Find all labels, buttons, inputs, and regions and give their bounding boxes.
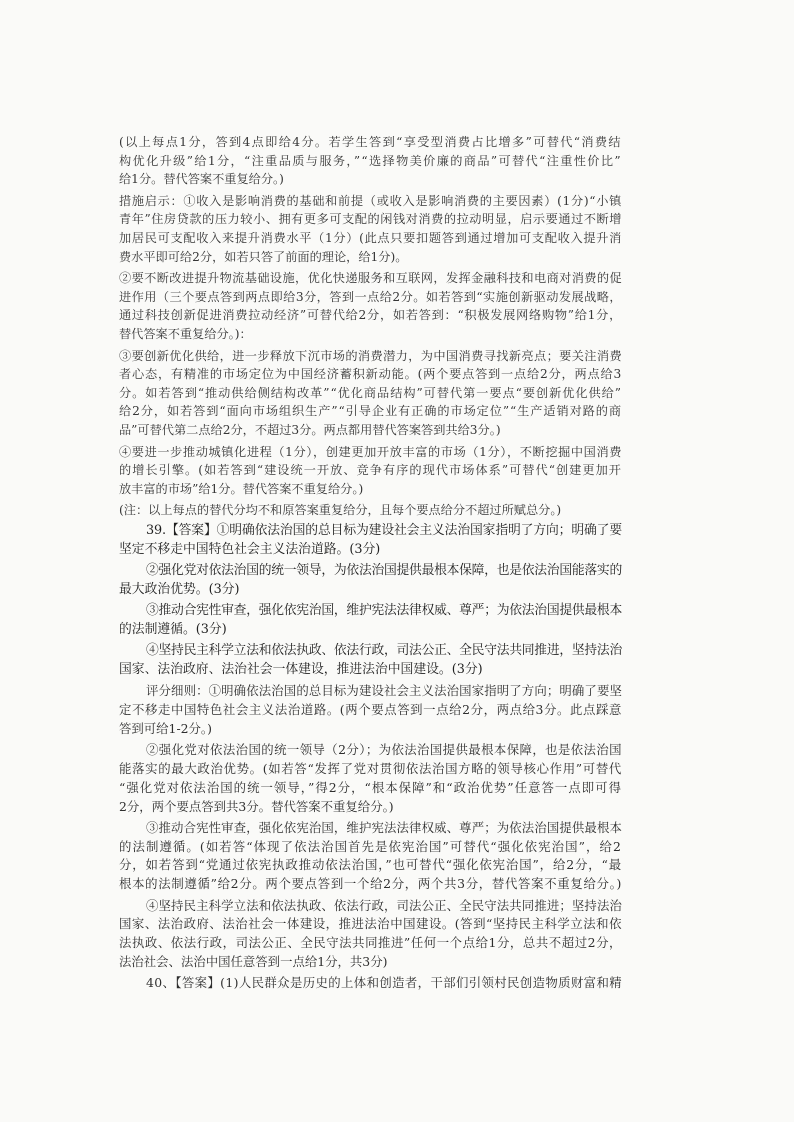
text-line [119, 325, 622, 344]
text-line [119, 421, 622, 440]
text-line [119, 192, 622, 211]
text-line-content: ②强化党对依法治国的统一领导（2分）；为依法治国提供最根本保障，也是依法治国 [146, 742, 622, 758]
text-line-content: 品”可替代第二点给2分，不超过3分。两点都用替代答案答到共给3分。) [119, 422, 501, 437]
text-line-content: “强化党对依法治国的统一领导，”得2分，“根本保障”和“政治优势”任意答一点即可得 [119, 779, 622, 795]
text-line-content: 定不移走中国特色社会主义法治道路。(两个要点答到一点给2分，两点给3分。此点踩意 [119, 702, 622, 718]
q39-scoring-item-4 [119, 897, 622, 972]
text-line [119, 541, 622, 560]
text-line [119, 402, 622, 421]
text-line [119, 133, 622, 152]
text-line-content: 通过科技创新促进消费拉动经济”可替代给2分，如若答到：“积极发展网络购物”给1分， [119, 308, 623, 323]
text-line [146, 642, 622, 661]
text-line [146, 974, 622, 993]
text-line-content: 者心态，有精准的市场定位为中国经济蓄积新动能。(两个要点答到一点给2分，两点给3 [119, 367, 622, 382]
text-line [119, 501, 622, 520]
text-line [119, 288, 622, 307]
text-line-content: ③推动合宪性审查，强化依宪治国，维护宪法法律权威、尊严；为依法治国提供最根本 [146, 603, 622, 619]
text-line [119, 347, 622, 366]
text-line [119, 170, 622, 189]
q39-answer-item-3 [119, 602, 622, 640]
text-line-content: 给2分，如若答到“面向市场组织生产”“引导企业有正确的市场定位”“生产适销对路的商 [119, 404, 622, 419]
text-line-content: 分，如若答到“党通过依宪执政推动依法治国，”也可替代“强化依宪治国”，给2分，“最 [119, 857, 622, 873]
text-line [119, 461, 622, 480]
text-line [119, 856, 622, 875]
text-line-content: ②要不断改进提升物流基础设施，优化快递服务和互联网，发挥金融科技和电商对消费的促 [119, 271, 623, 286]
text-line [119, 384, 622, 403]
q40-answer [119, 974, 622, 993]
q38-measure-1 [119, 192, 622, 266]
text-line-content: 加居民可支配收入来提升消费水平（1分）(此点只要扣题答到通过增加可支配收入提升消 [119, 230, 622, 245]
text-line-content: 构优化升级”给1分，“注重品质与服务，”“选择物美价廉的商品”可替代“注重性价比” [119, 153, 622, 168]
text-line-content: 给1分。替代答案不重复给分。) [119, 172, 284, 187]
text-line [146, 897, 622, 916]
text-line [119, 838, 622, 857]
text-line [119, 661, 622, 680]
text-line [119, 798, 622, 817]
text-line-content: 能落实的最大政治优势。(如若答“发挥了党对贯彻依法治国方略的领导核心作用”可替代 [119, 760, 622, 776]
text-line [119, 443, 622, 462]
text-line-content: 的法制遵循。(3分) [119, 621, 227, 637]
text-line-content: (以上每点1分，答到4点即给4分。若学生答到“享受型消费占比增多”可替代“消费结 [119, 135, 622, 149]
text-line-content: 2分，两个要点答到共3分。替代答案不重复给分。) [119, 798, 394, 814]
q38-note-bottom [119, 501, 622, 520]
text-line-content: 答到可给1-2分。) [119, 720, 212, 736]
text-line-content: 法执政、依法行政，司法公正、全民守法共同推进”任何一个点给1分，总共不超过2分， [119, 935, 622, 951]
text-line [146, 562, 622, 581]
q39-answer-item-1 [119, 522, 622, 560]
q38-scoring-section [119, 133, 622, 520]
text-line [119, 229, 622, 248]
q39-scoring-item-1 [119, 682, 622, 738]
text-line-content: ②强化党对依法治国的统一领导，为依法治国提供最根本保障，也是依法治国能落实的 [146, 562, 622, 578]
text-line-content: 法治社会、法治中国任意答到一点给1分，共3分) [119, 953, 388, 969]
text-line-content: 国家、法治政府、法治社会一体建设，推进法治中国建设。(答到“坚持民主科学立法和依 [119, 916, 623, 932]
text-line-content: 的法制遵循。(如若答“体现了依法治国首先是依宪治国”可替代“强化依宪治国”，给2 [119, 838, 622, 854]
text-line-content: (注：以上每点的替代分均不和原答案重复给分，且每个要点给分不超过所赋总分。) [119, 503, 562, 518]
text-line-content: ④坚持民主科学立法和依法执政、依法行政，司法公正、全民守法共同推进，坚持法治 [146, 643, 622, 659]
q39-scoring-item-3 [119, 819, 622, 894]
q38-measure-2 [119, 269, 622, 343]
q39-answer-item-2 [119, 562, 622, 600]
text-line [146, 682, 622, 701]
text-line-content: 40、【答案】(1)人民群众是历史的上体和创造者，干部们引领村民创造物质财富和精 [146, 975, 622, 991]
q38-measure-4 [119, 443, 622, 499]
text-line-content: 39.【答案】①明确依法治国的总目标为建设社会主义法治国家指明了方向；明确了要 [146, 522, 623, 538]
text-line [119, 934, 622, 953]
text-line [119, 875, 622, 894]
text-line-content: ④坚持民主科学立法和依法执政、依法行政，司法公正、全民守法共同推进；坚持法治 [146, 897, 623, 913]
text-line [119, 621, 622, 640]
text-line-content: 青年”住房贷款的压力较小、拥有更多可支配的闲钱对消费的拉动明显，启示要通过不断增 [119, 212, 622, 227]
text-line [119, 915, 622, 934]
text-line-content: 费水平即可给2分，如若只答了前面的理论，给1分)。 [119, 249, 408, 264]
text-line [119, 210, 622, 229]
text-line [119, 248, 622, 267]
text-line [119, 701, 622, 720]
q39-section [119, 522, 622, 993]
q39-scoring-item-2 [119, 741, 622, 816]
text-line [119, 760, 622, 779]
text-line-content: 放丰富的市场”给1分。替代答案不重复给分。) [119, 481, 364, 496]
text-line-content: 评分细则：①明确依法治国的总目标为建设社会主义法治国家指明了方向；明确了要坚 [146, 683, 623, 699]
text-line [119, 480, 622, 499]
text-line [119, 269, 622, 288]
text-line [119, 953, 622, 972]
text-line [119, 365, 622, 384]
text-line [146, 602, 622, 621]
text-line-content: 替代答案不重复给分。)： [119, 326, 252, 341]
text-line-content: ③要创新优化供给，进一步释放下沉市场的消费潜力，为中国消费寻找新亮点；要关注消费 [119, 348, 623, 363]
document-page [119, 133, 622, 993]
text-line [119, 720, 622, 739]
text-line [119, 581, 622, 600]
text-line-content: 根本的法制遵循”给2分。两个要点答到一个给2分，两个共3分，替代答案不重复给分。) [119, 876, 623, 892]
text-line [146, 741, 622, 760]
text-line-content: ④要进一步推动城镇化进程（1分），创建更加开放丰富的市场（1分），不断挖掘中国消费 [119, 444, 623, 459]
text-line-content: 最大政治优势。(3分) [119, 581, 240, 597]
text-line-content: 国家、法治政府、法治社会一体建设，推进法治中国建设。(3分) [119, 661, 483, 677]
text-line-content: 措施启示：①收入是影响消费的基础和前提（或收入是影响消费的主要因素）(1分)“小镇 [119, 193, 623, 208]
text-line [119, 152, 622, 171]
text-line [146, 522, 622, 541]
text-line-content: 进作用（三个要点答到两点即给3分，答到一点给2分。如若答到“实施创新驱动发展战略， [119, 289, 622, 304]
text-line-content: ③推动合宪性审查，强化依宪治国，维护宪法法律权威、尊严；为依法治国提供最根本 [146, 819, 623, 835]
text-line-content: 的增长引擎。(如若答到“建设统一开放、竞争有序的现代市场体系”可替代“创建更加开 [119, 463, 622, 478]
q38-note-top [119, 133, 622, 189]
q39-answer-item-4 [119, 642, 622, 680]
text-line [146, 819, 622, 838]
text-line-content: 分。如若答到“推动供给侧结构改革”“优化商品结构”可替代第一要点“要创新优化供给” [119, 385, 622, 400]
text-line-content: 坚定不移走中国特色社会主义法治道路。(3分) [119, 541, 381, 557]
text-line [119, 306, 622, 325]
text-line [119, 779, 622, 798]
q38-measure-3 [119, 347, 622, 440]
